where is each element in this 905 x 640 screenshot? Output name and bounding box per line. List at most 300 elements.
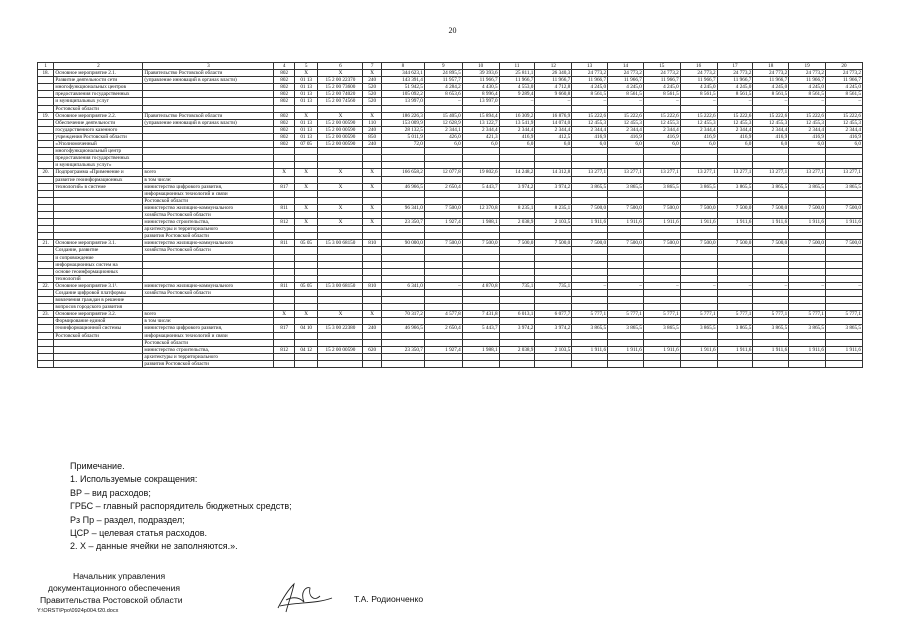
table-cell: 1 911,6: [826, 346, 863, 353]
table-cell: министерство цифрового развития,: [143, 183, 274, 190]
table-cell: [38, 346, 54, 353]
table-cell: 2 344,4: [462, 126, 499, 133]
table-cell: Х: [363, 219, 381, 226]
table-cell: [54, 346, 143, 353]
table-cell: 4 245,0: [608, 84, 644, 91]
page-number: 20: [448, 26, 457, 35]
table-cell: 8 561,5: [680, 91, 717, 98]
table-cell: [424, 261, 462, 268]
table-cell: 416,9: [499, 133, 535, 140]
table-cell: [717, 254, 753, 261]
table-cell: 6,0: [535, 141, 572, 148]
table-cell: [826, 332, 863, 339]
table-cell: [363, 332, 381, 339]
table-cell: 3 865,5: [826, 325, 863, 332]
table-cell: [717, 247, 753, 254]
table-cell: и сопровождение: [54, 254, 143, 261]
table-cell: [535, 211, 572, 218]
table-cell: 13 277,1: [608, 169, 644, 176]
table-cell: 15 222,6: [753, 112, 789, 119]
table-cell: [608, 261, 644, 268]
table-cell: [363, 148, 381, 155]
table-cell: [789, 304, 826, 311]
table-cell: [753, 339, 789, 346]
table-cell: [462, 339, 499, 346]
table-cell: 3 865,5: [717, 325, 753, 332]
table-cell: 1 988,1: [462, 219, 499, 226]
table-cell: [318, 162, 363, 169]
table-cell: [608, 275, 644, 282]
table-cell: 12 455,3: [608, 119, 644, 126]
table-cell: [572, 353, 608, 360]
table-cell: 20.: [38, 169, 54, 176]
table-cell: [318, 360, 363, 367]
table-cell: [38, 297, 54, 304]
file-path: Y:\ORST\Ppo\0924p004.f20.docx: [37, 608, 119, 614]
table-cell: [143, 304, 274, 311]
table-cell: 13 277,1: [572, 169, 608, 176]
table-cell: [680, 148, 717, 155]
table-cell: [38, 77, 54, 84]
table-cell: 6,0: [826, 141, 863, 148]
table-cell: и муниципальных услуг»: [54, 162, 143, 169]
table-cell: [826, 360, 863, 367]
table-cell: –: [499, 98, 535, 105]
table-cell: [424, 290, 462, 297]
table-cell: [424, 318, 462, 325]
table-cell: [643, 268, 680, 275]
table-cell: 240: [363, 77, 381, 84]
table-cell: –: [717, 98, 753, 105]
table-cell: 817: [274, 325, 294, 332]
table-row: [38, 169, 863, 176]
table-cell: 11 966,7: [789, 77, 826, 84]
table-cell: –: [789, 98, 826, 105]
table-cell: технологий» в системе: [54, 183, 143, 190]
table-cell: [424, 155, 462, 162]
table-cell: 802: [274, 133, 294, 140]
table-cell: Х: [363, 169, 381, 176]
table-cell: 2 650,4: [424, 183, 462, 190]
table-cell: [826, 162, 863, 169]
table-cell: [572, 197, 608, 204]
table-cell: [143, 91, 274, 98]
table-cell: [499, 155, 535, 162]
table-cell: [499, 247, 535, 254]
table-cell: [462, 275, 499, 282]
table-cell: 166 658,2: [381, 169, 424, 176]
table-row: [38, 360, 863, 367]
header-cell: 16: [680, 63, 717, 70]
table-cell: 9 660,8: [535, 91, 572, 98]
table-cell: [274, 353, 294, 360]
table-cell: 5 443,7: [462, 183, 499, 190]
table-cell: [381, 332, 424, 339]
table-cell: 817: [274, 183, 294, 190]
table-cell: [753, 290, 789, 297]
table-cell: [643, 211, 680, 218]
table-cell: [608, 360, 644, 367]
table-cell: [143, 155, 274, 162]
table-cell: 11 966,7: [643, 77, 680, 84]
table-cell: Х: [294, 219, 318, 226]
table-cell: [826, 290, 863, 297]
table-cell: 8 996,4: [462, 91, 499, 98]
table-cell: 22.: [38, 282, 54, 289]
table-cell: 4 430,5: [462, 84, 499, 91]
table-cell: [143, 254, 274, 261]
table-cell: Х: [294, 70, 318, 77]
table-cell: 6,0: [680, 141, 717, 148]
table-cell: 01 13: [294, 84, 318, 91]
table-cell: и муниципальных услуг: [54, 98, 143, 105]
table-cell: 96 341,0: [381, 204, 424, 211]
note-line: ВР – вид расходов;: [70, 487, 151, 498]
table-cell: [789, 297, 826, 304]
table-cell: [789, 353, 826, 360]
table-cell: [381, 254, 424, 261]
table-cell: [643, 261, 680, 268]
table-cell: [294, 211, 318, 218]
table-cell: [274, 261, 294, 268]
table-cell: 11 966,7: [680, 77, 717, 84]
table-cell: геоинформационной системы: [54, 325, 143, 332]
table-cell: [789, 155, 826, 162]
table-cell: [381, 275, 424, 282]
table-cell: [608, 254, 644, 261]
table-cell: 1 988,1: [462, 346, 499, 353]
table-cell: [274, 190, 294, 197]
table-cell: 1 911,6: [643, 219, 680, 226]
table-cell: [143, 148, 274, 155]
table-cell: 15 2 00 22370: [318, 77, 363, 84]
table-cell: [643, 318, 680, 325]
table-cell: [462, 197, 499, 204]
table-cell: [274, 105, 294, 112]
table-row: [38, 226, 863, 233]
table-cell: [363, 297, 381, 304]
table-cell: Х: [363, 311, 381, 318]
table-cell: 3 865,5: [608, 325, 644, 332]
table-row: [38, 84, 863, 91]
table-cell: хозяйства Ростовской области: [143, 290, 274, 297]
table-cell: 802: [274, 98, 294, 105]
table-cell: 2 650,4: [424, 325, 462, 332]
table-cell: [717, 226, 753, 233]
table-cell: «Уполномоченный: [54, 141, 143, 148]
table-cell: 3 865,5: [572, 325, 608, 332]
table-cell: Х: [363, 183, 381, 190]
table-cell: 4 553,0: [499, 84, 535, 91]
table-row: [38, 211, 863, 218]
table-cell: 16 309,2: [499, 112, 535, 119]
table-cell: [294, 254, 318, 261]
table-cell: 15 2 00 74020: [318, 91, 363, 98]
table-cell: [826, 318, 863, 325]
table-cell: 344 623,1: [381, 70, 424, 77]
table-cell: [38, 98, 54, 105]
table-cell: Правительство Ростовской области: [143, 112, 274, 119]
table-cell: 6,0: [572, 141, 608, 148]
table-cell: [462, 318, 499, 325]
table-cell: 15 3 00 22380: [318, 325, 363, 332]
table-row: [38, 311, 863, 318]
table-cell: [608, 304, 644, 311]
table-cell: [318, 105, 363, 112]
table-cell: Создание, развитие: [54, 247, 143, 254]
table-cell: [643, 233, 680, 240]
table-cell: [717, 339, 753, 346]
table-cell: [499, 318, 535, 325]
table-cell: [38, 126, 54, 133]
table-cell: [789, 360, 826, 367]
table-cell: [753, 162, 789, 169]
table-cell: хозяйства Ростовской области: [143, 211, 274, 218]
table-cell: [38, 332, 54, 339]
table-cell: [826, 254, 863, 261]
table-cell: министерство цифрового развития,: [143, 325, 274, 332]
table-cell: 5 777,1: [608, 311, 644, 318]
table-cell: 15 222,6: [608, 112, 644, 119]
table-cell: [363, 176, 381, 183]
table-cell: [643, 254, 680, 261]
table-cell: [38, 84, 54, 91]
table-cell: [717, 275, 753, 282]
table-cell: 6,0: [462, 141, 499, 148]
table-cell: информационных технологий и связи: [143, 332, 274, 339]
table-cell: [826, 297, 863, 304]
sig-line-1: Начальник управления: [73, 571, 166, 581]
table-cell: [753, 226, 789, 233]
table-cell: [789, 275, 826, 282]
table-cell: [643, 226, 680, 233]
table-cell: 12 628,9: [424, 119, 462, 126]
table-cell: –: [424, 282, 462, 289]
table-cell: [363, 155, 381, 162]
table-cell: [499, 297, 535, 304]
table-cell: [318, 332, 363, 339]
table-cell: [38, 254, 54, 261]
table-cell: 416,9: [643, 133, 680, 140]
table-cell: [363, 162, 381, 169]
table-cell: [143, 268, 274, 275]
table-cell: 05 05: [294, 240, 318, 247]
table-row: [38, 204, 863, 211]
table-cell: [826, 155, 863, 162]
table-cell: [826, 148, 863, 155]
table-cell: развития Ростовской области: [143, 360, 274, 367]
table-cell: Обеспечение деятельности: [54, 119, 143, 126]
table-cell: [274, 211, 294, 218]
table-cell: [643, 155, 680, 162]
note-line: ГРБС – главный распорядитель бюджетных средств;: [70, 501, 292, 512]
table-cell: [535, 304, 572, 311]
table-cell: 24 773,2: [608, 70, 644, 77]
table-cell: [499, 339, 535, 346]
table-cell: 12 455,3: [753, 119, 789, 126]
table-cell: [38, 268, 54, 275]
table-cell: [381, 190, 424, 197]
note-line: 2. Х – данные ячейки не заполняются.».: [70, 541, 238, 552]
table-cell: Основное мероприятие 2.1.: [54, 70, 143, 77]
table-cell: [294, 339, 318, 346]
table-cell: [572, 290, 608, 297]
table-cell: [643, 176, 680, 183]
table-cell: вовлечения граждан в решение: [54, 297, 143, 304]
budget-table: [37, 62, 863, 368]
table-cell: 421,3: [462, 133, 499, 140]
table-cell: 24 773,2: [789, 70, 826, 77]
table-cell: [294, 360, 318, 367]
table-cell: 12 370,8: [462, 204, 499, 211]
table-cell: Ростовской области: [143, 197, 274, 204]
table-cell: [381, 162, 424, 169]
table-cell: [572, 247, 608, 254]
table-cell: 143 391,4: [381, 77, 424, 84]
table-cell: 7 500,0: [462, 240, 499, 247]
table-cell: [572, 105, 608, 112]
header-cell: 5: [294, 63, 318, 70]
table-cell: [424, 211, 462, 218]
table-cell: 3 865,5: [717, 183, 753, 190]
table-cell: 1 911,6: [572, 219, 608, 226]
table-cell: [789, 339, 826, 346]
sig-line-3: Правительства Ростовской области: [40, 595, 183, 605]
table-cell: 7 500,0: [826, 240, 863, 247]
table-cell: 2 344,1: [424, 126, 462, 133]
table-cell: [535, 297, 572, 304]
table-cell: [717, 211, 753, 218]
table-cell: [789, 211, 826, 218]
table-cell: [38, 183, 54, 190]
table-cell: [753, 318, 789, 325]
table-cell: министерство жилищно-коммунального: [143, 240, 274, 247]
table-cell: 5 777,1: [753, 311, 789, 318]
table-cell: всего: [143, 311, 274, 318]
table-cell: 8 653,6: [424, 91, 462, 98]
table-cell: 416,9: [826, 133, 863, 140]
table-cell: [826, 304, 863, 311]
table-cell: 8 561,5: [572, 91, 608, 98]
table-cell: [499, 226, 535, 233]
table-cell: [535, 176, 572, 183]
table-cell: Х: [318, 219, 363, 226]
table-cell: 01 13: [294, 126, 318, 133]
table-cell: 15 2 00 00590: [318, 133, 363, 140]
table-cell: 15 222,6: [643, 112, 680, 119]
table-cell: 3 974,2: [499, 183, 535, 190]
table-cell: 811: [274, 204, 294, 211]
table-cell: [424, 162, 462, 169]
table-cell: 14 248,2: [499, 169, 535, 176]
table-cell: [363, 275, 381, 282]
table-cell: 2 344,4: [572, 126, 608, 133]
table-cell: 7 500,0: [643, 240, 680, 247]
table-cell: [643, 162, 680, 169]
table-cell: 6,0: [643, 141, 680, 148]
table-cell: –: [753, 98, 789, 105]
table-cell: 12 077,8: [424, 169, 462, 176]
table-cell: [789, 332, 826, 339]
table-cell: 7 500,0: [717, 204, 753, 211]
table-cell: [826, 261, 863, 268]
table-cell: [38, 353, 54, 360]
table-cell: 6,0: [424, 141, 462, 148]
table-cell: [143, 297, 274, 304]
table-cell: 7 500,0: [753, 240, 789, 247]
note-line: ЦСР – целевая статья расходов.: [70, 528, 208, 539]
table-cell: [499, 148, 535, 155]
table-cell: [381, 339, 424, 346]
table-cell: [535, 233, 572, 240]
table-cell: 11 966,7: [608, 77, 644, 84]
table-cell: 7 500,0: [680, 240, 717, 247]
table-cell: [680, 318, 717, 325]
table-cell: [424, 247, 462, 254]
table-cell: [789, 190, 826, 197]
table-cell: Х: [294, 112, 318, 119]
table-cell: [572, 268, 608, 275]
table-cell: [462, 332, 499, 339]
table-cell: 105 092,2: [381, 91, 424, 98]
table-cell: [38, 211, 54, 218]
table-cell: [294, 226, 318, 233]
table-cell: 15 222,6: [680, 112, 717, 119]
table-cell: 11 966,7: [462, 77, 499, 84]
table-cell: архитектуры и территориального: [143, 226, 274, 233]
table-cell: 15 2 00 00590: [318, 141, 363, 148]
table-cell: 24 773,2: [753, 70, 789, 77]
table-cell: [789, 162, 826, 169]
table-cell: Создание цифровой платформы: [54, 290, 143, 297]
table-cell: [274, 254, 294, 261]
table-cell: –: [643, 98, 680, 105]
table-cell: [789, 148, 826, 155]
table-cell: [381, 197, 424, 204]
table-cell: [54, 190, 143, 197]
table-cell: –: [826, 282, 863, 289]
table-cell: [717, 332, 753, 339]
table-cell: 23 350,7: [381, 219, 424, 226]
table-cell: [826, 353, 863, 360]
table-cell: [381, 233, 424, 240]
table-cell: [789, 247, 826, 254]
table-cell: [499, 332, 535, 339]
table-cell: [680, 254, 717, 261]
table-cell: [535, 275, 572, 282]
table-cell: 5 777,1: [680, 311, 717, 318]
table-cell: [572, 162, 608, 169]
table-cell: [274, 275, 294, 282]
table-cell: [462, 290, 499, 297]
table-cell: [424, 148, 462, 155]
table-cell: [643, 197, 680, 204]
table-cell: 04 10: [294, 325, 318, 332]
table-cell: [424, 226, 462, 233]
table-cell: [608, 176, 644, 183]
table-cell: 520: [363, 91, 381, 98]
table-cell: 5 443,7: [462, 325, 499, 332]
table-cell: 2 103,5: [535, 346, 572, 353]
table-cell: 11 966,7: [717, 77, 753, 84]
table-cell: 6 341,0: [381, 282, 424, 289]
table-cell: [572, 190, 608, 197]
table-cell: 6 013,1: [499, 311, 535, 318]
table-cell: [318, 190, 363, 197]
header-cell: 12: [535, 63, 572, 70]
table-cell: [274, 268, 294, 275]
table-cell: [38, 360, 54, 367]
